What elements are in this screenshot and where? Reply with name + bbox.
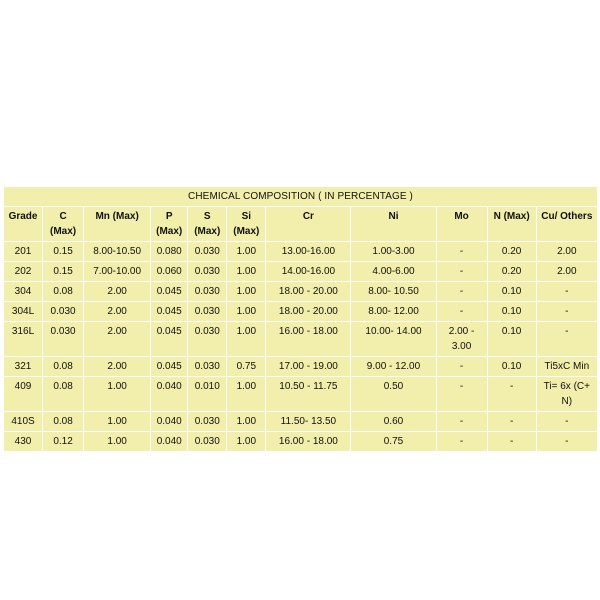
table-cell: 0.60 <box>351 412 435 431</box>
table-cell: 0.10 <box>488 302 536 321</box>
table-cell: 0.20 <box>488 242 536 261</box>
table-cell: 18.00 - 20.00 <box>266 302 350 321</box>
table-cell: 0.045 <box>151 282 187 301</box>
table-row <box>4 282 597 301</box>
grade-cell: 409 <box>4 377 42 411</box>
table-cell: 0.030 <box>43 302 83 321</box>
table-cell: 0.75 <box>351 432 435 451</box>
table-cell: 18.00 - 20.00 <box>266 282 350 301</box>
table-cell: 1.00 <box>227 377 265 411</box>
column-header: Mn (Max) <box>84 207 150 241</box>
table-cell: 10.00- 14.00 <box>351 322 435 356</box>
table-cell: 0.08 <box>43 377 83 411</box>
table-cell: 7.00-10.00 <box>84 262 150 281</box>
column-header: Mo <box>437 207 487 241</box>
table-cell: - <box>437 302 487 321</box>
header-row <box>4 207 597 241</box>
table-cell: 13.00-16.00 <box>266 242 350 261</box>
table-cell: 0.040 <box>151 377 187 411</box>
table-cell: 2.00 <box>84 357 150 376</box>
grade-cell: 201 <box>4 242 42 261</box>
table-cell: 2.00 <box>537 262 597 281</box>
table-cell: 2.00 <box>84 282 150 301</box>
table-row <box>4 432 597 451</box>
table-cell: 1.00-3.00 <box>351 242 435 261</box>
table-cell: 0.08 <box>43 282 83 301</box>
table-title: CHEMICAL COMPOSITION ( IN PERCENTAGE ) <box>4 187 597 206</box>
column-header: N (Max) <box>488 207 536 241</box>
table-cell: 0.10 <box>488 322 536 356</box>
table-cell: 0.040 <box>151 412 187 431</box>
table-cell: 8.00- 10.50 <box>351 282 435 301</box>
table-cell: - <box>537 302 597 321</box>
table-cell: 1.00 <box>84 432 150 451</box>
table-cell: 0.030 <box>43 322 83 356</box>
table-cell: 14.00-16.00 <box>266 262 350 281</box>
table-cell: - <box>437 357 487 376</box>
table-cell: - <box>488 377 536 411</box>
table-row <box>4 242 597 261</box>
table-row <box>4 262 597 281</box>
table-cell: 0.50 <box>351 377 435 411</box>
table-cell: 0.080 <box>151 242 187 261</box>
table-cell: 1.00 <box>84 377 150 411</box>
table-cell: 1.00 <box>227 282 265 301</box>
table-body <box>4 242 597 451</box>
table-row <box>4 322 597 356</box>
table-cell: 0.030 <box>188 322 226 356</box>
column-header: Grade <box>4 207 42 241</box>
table-cell: 0.75 <box>227 357 265 376</box>
table-cell: - <box>437 242 487 261</box>
table-cell: 0.045 <box>151 322 187 356</box>
table-row <box>4 302 597 321</box>
table-cell: 0.20 <box>488 262 536 281</box>
table-cell: 17.00 - 19.00 <box>266 357 350 376</box>
table-cell: - <box>537 282 597 301</box>
table-cell: - <box>537 322 597 356</box>
grade-cell: 304L <box>4 302 42 321</box>
chemical-composition-table-container <box>3 186 598 452</box>
table-cell: 0.010 <box>188 377 226 411</box>
table-cell: - <box>437 432 487 451</box>
table-cell: 9.00 - 12.00 <box>351 357 435 376</box>
grade-cell: 430 <box>4 432 42 451</box>
table-cell: 1.00 <box>227 302 265 321</box>
column-header: Ni <box>351 207 435 241</box>
column-header: S (Max) <box>188 207 226 241</box>
table-cell: 2.00 <box>537 242 597 261</box>
table-cell: 8.00-10.50 <box>84 242 150 261</box>
chemical-composition-table <box>3 186 598 452</box>
table-cell: 0.10 <box>488 282 536 301</box>
table-cell: 0.030 <box>188 432 226 451</box>
table-cell: 8.00- 12.00 <box>351 302 435 321</box>
table-cell: 0.045 <box>151 357 187 376</box>
table-cell: - <box>488 432 536 451</box>
table-cell: - <box>437 377 487 411</box>
table-cell: 0.040 <box>151 432 187 451</box>
column-header: Si (Max) <box>227 207 265 241</box>
table-cell: - <box>437 262 487 281</box>
table-cell: 2.00 <box>84 322 150 356</box>
table-cell: 0.030 <box>188 412 226 431</box>
table-cell: 0.08 <box>43 357 83 376</box>
table-cell: - <box>537 412 597 431</box>
table-cell: 16.00 - 18.00 <box>266 432 350 451</box>
table-cell: 1.00 <box>227 322 265 356</box>
table-cell: 2.00 - 3.00 <box>437 322 487 356</box>
table-cell: 0.030 <box>188 242 226 261</box>
table-cell: 2.00 <box>84 302 150 321</box>
table-cell: Ti= 6x (C+ N) <box>537 377 597 411</box>
table-cell: 0.030 <box>188 357 226 376</box>
table-cell: 0.030 <box>188 302 226 321</box>
table-cell: Ti5xC Min <box>537 357 597 376</box>
table-cell: 1.00 <box>227 432 265 451</box>
table-cell: - <box>488 412 536 431</box>
table-cell: 10.50 - 11.75 <box>266 377 350 411</box>
column-header: Cr <box>266 207 350 241</box>
table-cell: 0.08 <box>43 412 83 431</box>
column-header: C (Max) <box>43 207 83 241</box>
table-cell: 0.060 <box>151 262 187 281</box>
grade-cell: 304 <box>4 282 42 301</box>
table-cell: 0.15 <box>43 242 83 261</box>
table-cell: 1.00 <box>227 262 265 281</box>
title-row <box>4 187 597 206</box>
table-cell: 0.045 <box>151 302 187 321</box>
column-header: P (Max) <box>151 207 187 241</box>
table-cell: 1.00 <box>227 412 265 431</box>
table-cell: 16.00 - 18.00 <box>266 322 350 356</box>
table-cell: 11.50- 13.50 <box>266 412 350 431</box>
table-cell: 0.15 <box>43 262 83 281</box>
table-cell: 0.030 <box>188 262 226 281</box>
table-cell: - <box>537 432 597 451</box>
table-row <box>4 357 597 376</box>
table-cell: - <box>437 412 487 431</box>
column-header: Cu/ Others <box>537 207 597 241</box>
table-cell: 0.12 <box>43 432 83 451</box>
table-cell: 0.10 <box>488 357 536 376</box>
grade-cell: 202 <box>4 262 42 281</box>
grade-cell: 316L <box>4 322 42 356</box>
table-cell: 1.00 <box>227 242 265 261</box>
table-cell: 1.00 <box>84 412 150 431</box>
grade-cell: 410S <box>4 412 42 431</box>
table-row <box>4 412 597 431</box>
table-cell: 0.030 <box>188 282 226 301</box>
table-row <box>4 377 597 411</box>
grade-cell: 321 <box>4 357 42 376</box>
table-cell: - <box>437 282 487 301</box>
table-cell: 4.00-6.00 <box>351 262 435 281</box>
